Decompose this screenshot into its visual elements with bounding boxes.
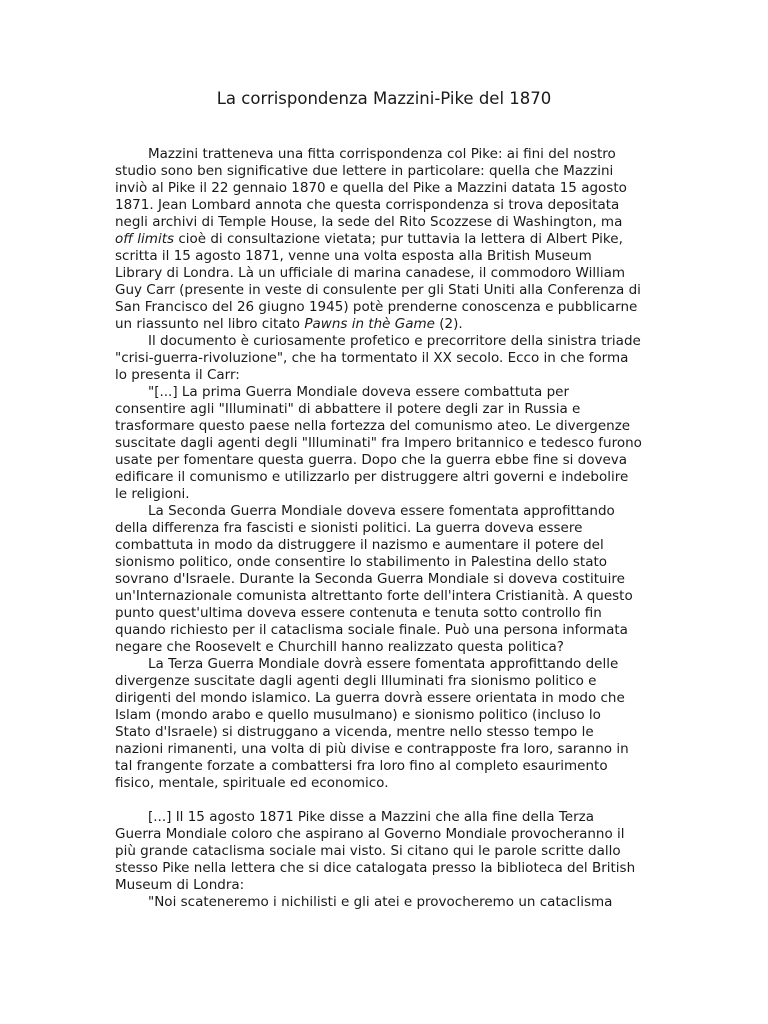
body-line: Guy Carr (presente in veste di consulente per gli Stati Uniti alla Conferenza di [115,282,641,298]
body-line: divergenze suscitate dagli agenti degli Illuminati fra sionismo politico e [115,673,597,689]
body-line: Guerra Mondiale coloro che aspirano al Governo Mondiale provocheranno il [115,826,625,842]
body-line: edificare il comunismo e utilizzarlo per distruggere altri governi e indebolire [115,469,629,485]
body-line: "[...] La prima Guerra Mondiale doveva essere combattuta per [148,384,570,400]
body-line: un'Internazionale comunista altrettanto forte dell'intera Cristianità. A questo [115,588,633,604]
body-line: sovrano d'Israele. Durante la Seconda Guerra Mondiale si doveva costituire [115,571,625,587]
body-line: off limits cioè di consultazione vietata; pur tuttavia la lettera di Albert Pike, [115,231,623,247]
body-line: combattuta in modo da distruggere il nazismo e aumentare il potere del [115,537,604,553]
body-line: scritta il 15 agosto 1871, venne una volta esposta alla British Museum [115,248,592,264]
body-line: negare che Roosevelt e Churchill hanno realizzato questa politica? [115,639,564,655]
body-line: inviò al Pike il 22 gennaio 1870 e quella del Pike a Mazzini datata 15 agosto [115,180,627,196]
body-line: punto quest'ultima doveva essere contenuta e tenuta sotto controllo fin [115,605,602,621]
body-line: della differenza fra fascisti e sionisti politici. La guerra doveva essere [115,520,583,536]
body-line: sionismo politico, onde consentire lo stabilimento in Palestina dello stato [115,554,608,570]
body-line: un riassunto nel libro citato Pawns in thè Game (2). [115,316,463,332]
body-line: Stato d'Israele) si distruggano a vicenda, mentre nello stesso tempo le [115,724,594,740]
body-line: La Terza Guerra Mondiale dovrà essere fomentata approfittando delle [148,656,619,672]
body-line: studio sono ben significative due lettere in particolare: quella che Mazzini [115,163,614,179]
body-line: La Seconda Guerra Mondiale doveva essere fomentata approfittando [148,503,615,519]
body-line: dirigenti del mondo islamico. La guerra dovrà essere orientata in modo che [115,690,625,706]
body-line: consentire agli "Illuminati" di abbattere il potere degli zar in Russia e [115,401,581,417]
body-line: San Francisco del 26 giugno 1945) potè prenderne conoscenza e pubblicarne [115,299,638,315]
body-line: "crisi-guerra-rivoluzione", che ha tormentato il XX secolo. Ecco in che forma [115,350,629,366]
body-line: usate per fomentare questa guerra. Dopo che la guerra ebbe fine si doveva [115,452,628,468]
body-line: quando richiesto per il cataclisma sociale finale. Può una persona informata [115,622,628,638]
body-line: Museum di Londra: [115,877,245,893]
body-line: Library di Londra. Là un ufficiale di marina canadese, il commodoro William [115,265,625,281]
body-line: suscitate dagli agenti degli "Illuminati" fra Impero britannico e tedesco furono [115,435,642,451]
body-line: più grande cataclisma sociale mai visto. Si citano qui le parole scritte dallo [115,843,621,859]
body-line: negli archivi di Temple House, la sede del Rito Scozzese di Washington, ma [115,214,623,230]
body-line: tal frangente forzate a combattersi fra loro fino al completo esaurimento [115,758,608,774]
body-line: Il documento è curiosamente profetico e precorritore della sinistra triade [148,333,641,349]
body-line: Islam (mondo arabo e quello musulmano) e sionismo politico (incluso lo [115,707,601,723]
body-line: lo presenta il Carr: [115,367,240,383]
body-line: nazioni rimanenti, una volta di più divise e contrapposte fra loro, saranno in [115,741,629,757]
body-line: fisico, mentale, spirituale ed economico. [115,775,389,791]
body-line: stesso Pike nella lettera che si dice catalogata presso la biblioteca del British [115,860,636,876]
body-line: [...] Il 15 agosto 1871 Pike disse a Mazzini che alla fine della Terza [148,809,595,825]
body-line: Mazzini tratteneva una fitta corrispondenza col Pike: ai fini del nostro [148,146,616,162]
body-line: le religioni. [115,486,190,502]
body-line: 1871. Jean Lombard annota che questa corrispondenza si trova depositata [115,197,620,213]
document-title: La corrispondenza Mazzini-Pike del 1870 [216,89,552,108]
body-line: "Noi scateneremo i nichilisti e gli atei e provocheremo un cataclisma [148,894,613,910]
body-line: trasformare questo paese nella fortezza del comunismo ateo. Le divergenze [115,418,631,434]
